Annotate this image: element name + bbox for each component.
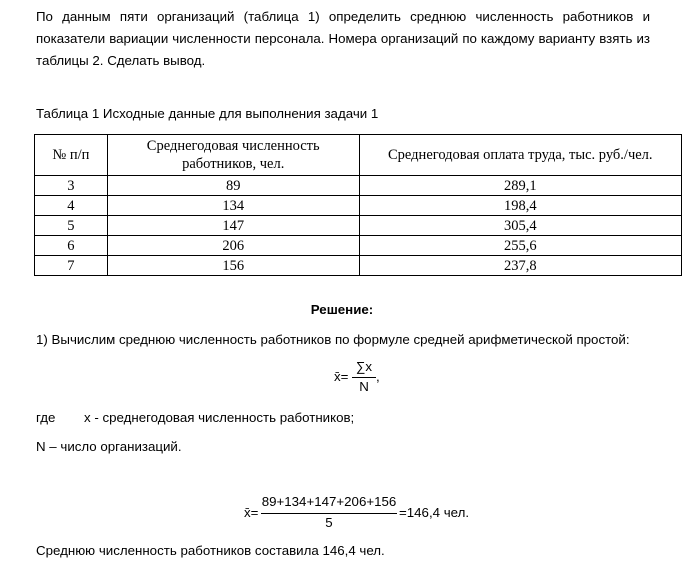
calc-numerator: 89+134+147+206+156 (261, 494, 397, 509)
n-definition: N – число организаций. (36, 439, 182, 454)
table-row (35, 176, 682, 196)
table-row (35, 236, 682, 256)
cell-pay: 237,8 (359, 256, 681, 276)
fraction-line (352, 377, 376, 378)
cell-number: 4 (35, 196, 108, 216)
cell-number: 6 (35, 236, 108, 256)
header-headcount: Среднегодовая численность работников, чел. (107, 135, 359, 176)
calc-denominator: 5 (325, 515, 333, 530)
cell-number: 7 (35, 256, 108, 276)
cell-pay: 198,4 (359, 196, 681, 216)
calc-result: =146,4 чел. (399, 505, 470, 520)
conclusion-text: Среднюю численность работников составила 146,4 чел. (36, 543, 385, 558)
cell-pay: 255,6 (359, 236, 681, 256)
header-number: № п/п (35, 135, 108, 176)
formula-denominator: N (359, 379, 369, 394)
cell-number: 3 (35, 176, 108, 196)
table-caption: Таблица 1 Исходные данные для выполнения задачи 1 (36, 106, 379, 121)
cell-headcount: 134 (107, 196, 359, 216)
table-row (35, 196, 682, 216)
calc-lhs: x̄= (244, 505, 259, 520)
task-text: По данным пяти организаций (таблица 1) определить среднюю численность работников и показатели вариации численности персонала. Номера организаций по каждому варианту взять из таблицы 2. Сделать вывод. (36, 9, 650, 68)
cell-pay: 305,4 (359, 216, 681, 236)
table-row (35, 216, 682, 236)
cell-headcount: 156 (107, 256, 359, 276)
step-1-text: 1) Вычислим среднюю численность работников по формуле средней арифметической простой: (36, 332, 630, 347)
calc-fraction-line (261, 513, 397, 514)
where-line (36, 410, 355, 425)
where-label: где (36, 410, 56, 425)
mean-calculation (244, 492, 484, 536)
cell-headcount: 147 (107, 216, 359, 236)
cell-headcount: 89 (107, 176, 359, 196)
cell-pay: 289,1 (359, 176, 681, 196)
solution-heading: Решение: (310, 302, 374, 317)
cell-number: 5 (35, 216, 108, 236)
mean-formula (334, 359, 394, 395)
table-row (35, 256, 682, 276)
x-definition: x - среднегодовая численность работников; (84, 410, 355, 425)
formula-lhs: x̄= (334, 369, 349, 384)
formula-numerator: ∑x (355, 359, 373, 374)
source-data-table (34, 134, 682, 276)
header-pay: Среднегодовая оплата труда, тыс. руб./чел. (359, 135, 681, 176)
cell-headcount: 206 (107, 236, 359, 256)
table-header-row (35, 135, 682, 176)
formula-comma: , (376, 369, 380, 384)
